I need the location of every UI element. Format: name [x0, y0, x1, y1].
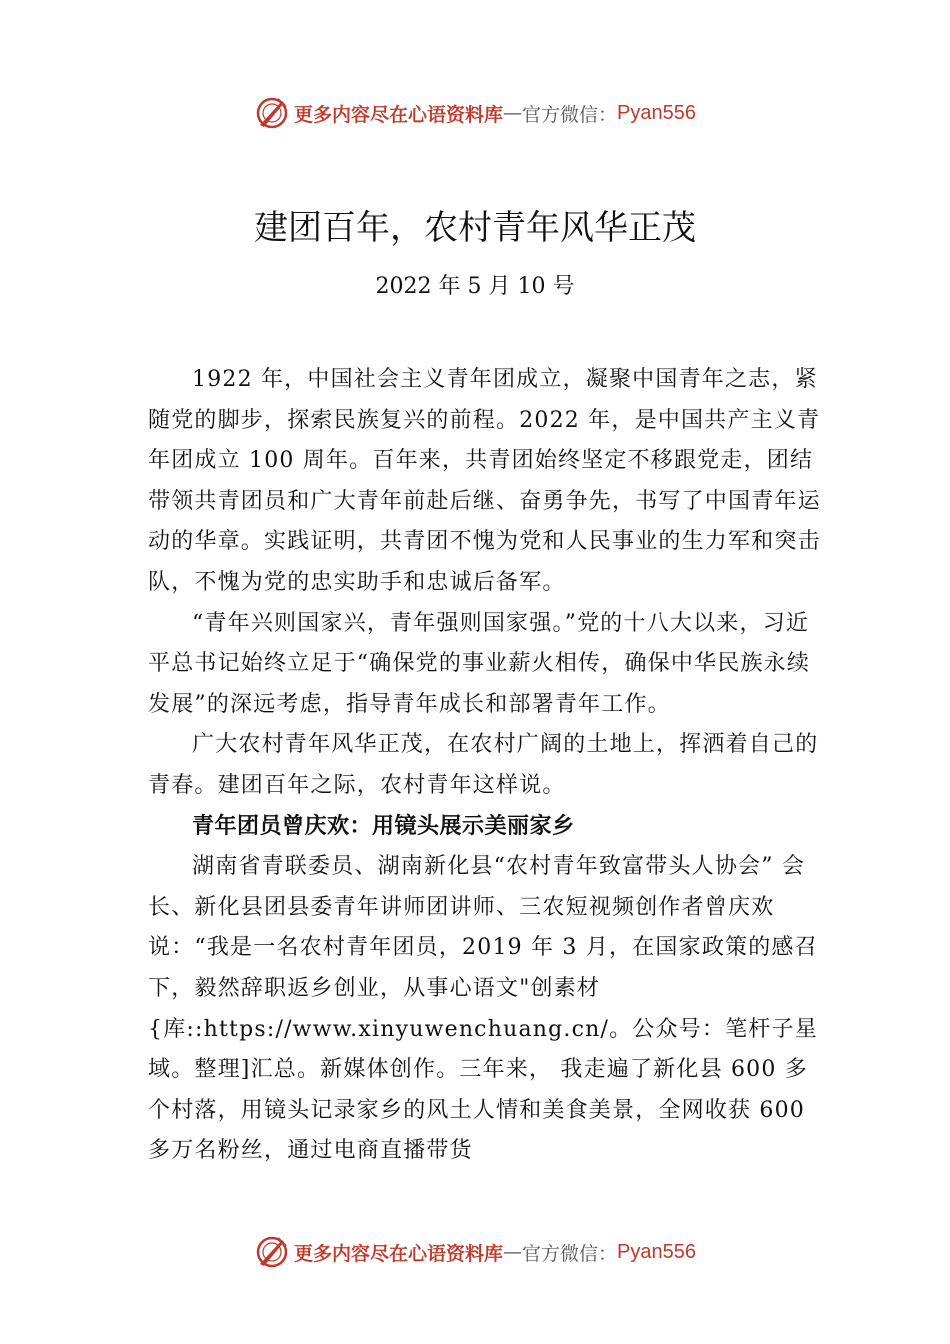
watermark-separator: —: [503, 1241, 523, 1263]
paragraph: 1922 年，中国社会主义青年团成立，凝聚中国青年之志，紧随党的脚步，探索民族复兴的前程。2022 年，是中国共产主义青年团成立 100 周年。百年来，共青团始终坚定不移跟党走，团结带领共青团员和广大青年前赴后继、奋勇争先，书写了中国青年运动的华章。实践证明，共青团不愧为党和人民事业的生力军和突击队，不愧为党的忠实助手和忠诚后备军。: [148, 367, 821, 595]
paragraph: “青年兴则国家兴，青年强则国家强。”党的十八大以来，习近平总书记始终立足于“确保党的事业薪火相传，确保中华民族永续发展”的深远考虑，指导青年成长和部署青年工作。: [148, 610, 811, 717]
watermark-main-text: 更多内容尽在心语资料库: [294, 1242, 504, 1265]
header-watermark: [0, 91, 950, 135]
watermark-label: 官方微信：: [522, 1242, 618, 1265]
article-body: [148, 360, 828, 1172]
section-heading: 青年团员曾庆欢：用镜头展示美丽家乡: [192, 813, 575, 839]
paragraph: 广大农村青年风华正茂，在农村广阔的土地上，挥洒着自己的青春。建团百年之际，农村青年这样说。: [148, 732, 819, 798]
watermark-separator: —: [503, 102, 523, 124]
watermark-label: 官方微信：: [522, 103, 618, 126]
quill-seal-icon: [254, 1234, 290, 1270]
watermark-wechat-id: Pyan556: [617, 101, 696, 124]
article-date: 2022 年 5 月 10 号: [375, 274, 575, 299]
quill-seal-icon: [254, 95, 290, 131]
paragraph: 湖南省青联委员、湖南新化县“农村青年致富带头人协会” 会长、新化县团县委青年讲师团讲师、三农短视频创作者曾庆欢说：“我是一名农村青年团员，2019 年 3 月，在国家政策的感召下，毅然辞职返乡创业，从事心语文"创素材{库::https://www.xinyuwenchuang.cn/。公众号：笔杆子星域。整理]汇总。新媒体创作。三年来， 我走遍了新化县 600 多个村落，用镜头记录家乡的风土人情和美食美景，全网收获 600多万名粉丝，通过电商直播带货: [148, 854, 818, 1164]
footer-watermark: [0, 1230, 950, 1274]
article-title: 建团百年，农村青年风华正茂: [254, 208, 696, 248]
watermark-wechat-id: Pyan556: [617, 1240, 696, 1263]
watermark-main-text: 更多内容尽在心语资料库: [294, 103, 504, 126]
